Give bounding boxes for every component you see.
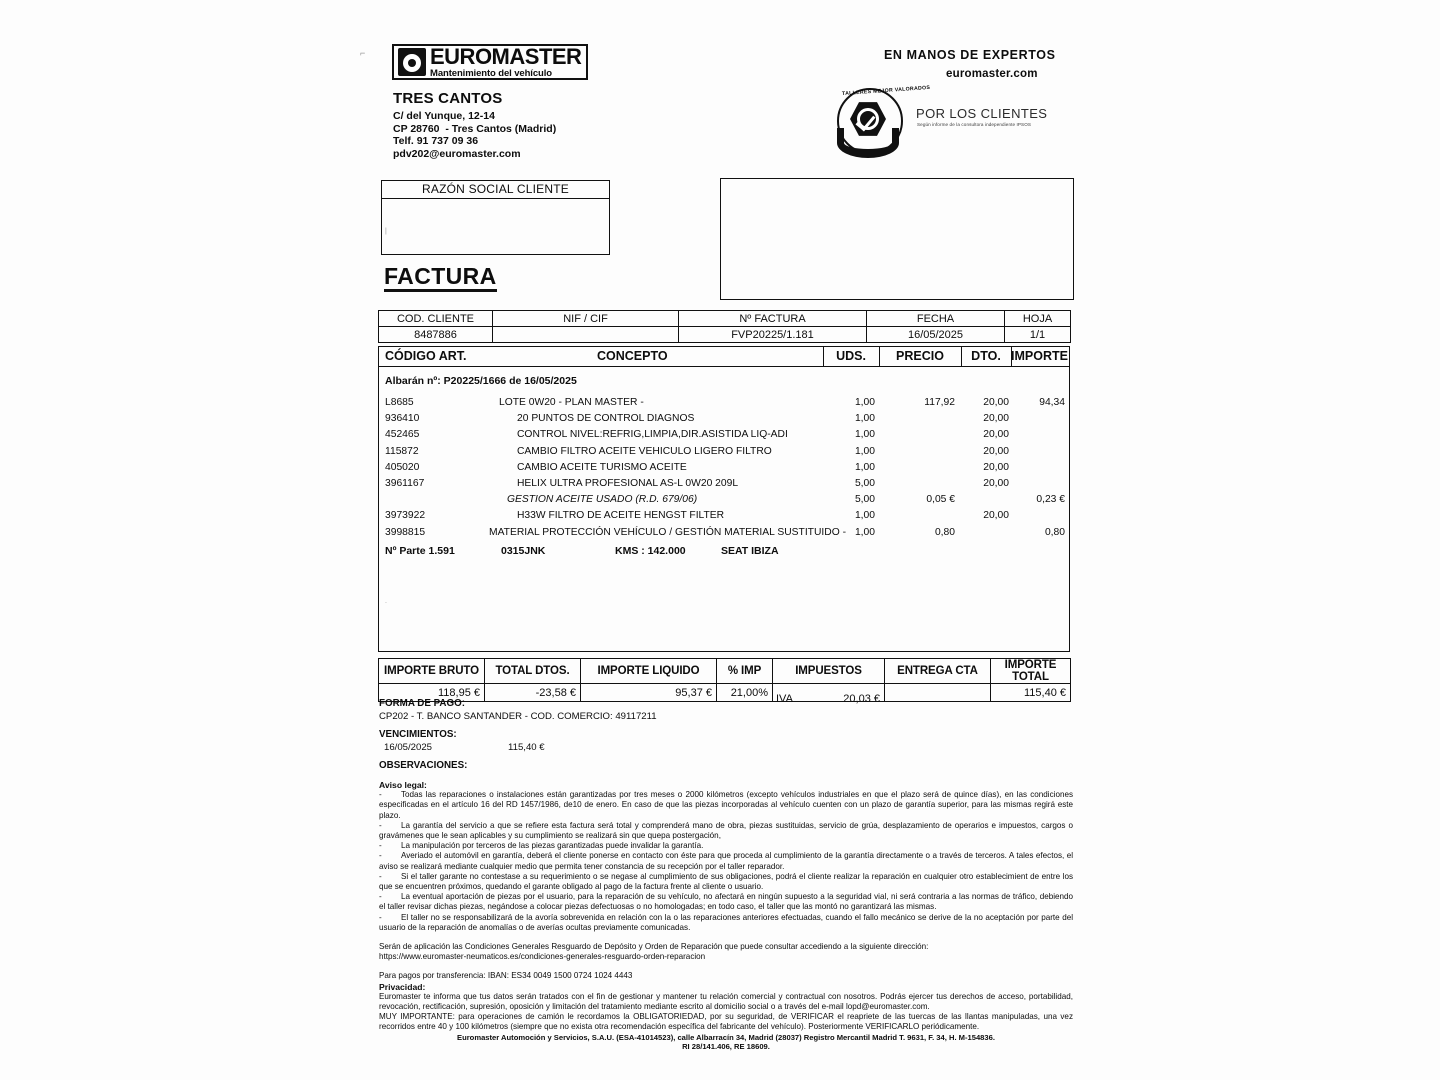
line-item-description: H33W FILTRO DE ACEITE HENGST FILTER bbox=[517, 510, 725, 522]
website: euromaster.com bbox=[946, 68, 1038, 80]
line-item-units: 1,00 bbox=[854, 429, 875, 441]
line-item-description: MATERIAL PROTECCIÓN VEHÍCULO / GESTIÓN MATERIAL SUSTITUIDO - bbox=[489, 526, 846, 538]
line-item-row bbox=[379, 395, 1069, 411]
col-header-precio: PRECIO bbox=[896, 349, 944, 363]
legal-title: Aviso legal: bbox=[379, 780, 427, 790]
line-item-discount: 20,00 bbox=[983, 510, 1009, 522]
vehicle-parte: Nº Parte 1.591 bbox=[385, 544, 455, 557]
legal-p3: - La manipulación por terceros de las piezas garantizadas puede invalidar la garantía. bbox=[379, 841, 1073, 851]
totals-header-entrega: ENTREGA CTA bbox=[885, 659, 991, 684]
address-street: C/ del Yunque, 12-14 bbox=[393, 110, 495, 122]
scan-artifact: ⌐ bbox=[360, 48, 366, 58]
address-phone: Telf. 91 737 09 36 bbox=[393, 135, 479, 148]
totals-header-pct-imp: % IMP bbox=[717, 659, 773, 684]
line-item-units: 1,00 bbox=[854, 397, 875, 408]
totals-header-total: IMPORTE TOTAL bbox=[991, 659, 1071, 684]
meta-value-fecha: 16/05/2025 bbox=[867, 327, 1005, 343]
line-item-price: 117,92 bbox=[924, 397, 955, 408]
line-item-description: 20 PUNTOS DE CONTROL DIAGNOS bbox=[517, 413, 695, 425]
seal-arc-text: TALLERES MEJOR VALORADOS bbox=[841, 84, 931, 98]
line-item-discount: 20,00 bbox=[983, 445, 1009, 457]
logo-name: EUROMASTER bbox=[430, 43, 582, 69]
forma-pago-label: FORMA DE PAGO: bbox=[379, 698, 465, 709]
line-item-discount: 20,00 bbox=[983, 429, 1009, 441]
line-item-row bbox=[379, 444, 1069, 460]
line-item-units: 1,00 bbox=[854, 413, 875, 425]
meta-value-cod-cliente: 8487886 bbox=[379, 327, 493, 343]
totals-header-liquido: IMPORTE LIQUIDO bbox=[581, 659, 717, 684]
line-item-units: 1,00 bbox=[854, 510, 875, 522]
impuestos-amount: 20,03 € bbox=[843, 692, 880, 705]
important-text: MUY IMPORTANTE: para operaciones de camión le recordamos la OBLIGATORIEDAD, por su seguridad, de VERIFICAR el reapriete de las tuercas de las llantas manipuladas, una vez recorridos entre 40 y 100 kilómetros (siempre que no exista otra recomendación específica del fabricante del vehículo). Posteriormente VERIFICARLO periódicamente. bbox=[379, 1012, 1073, 1032]
legal-p7: - El taller no se responsabilizará de la avoría sobrevenida en relación con la o las reparaciones anteriores efectuadas, cuando el fallo mecánico se derive de la no aceptación por parte del usuario de la reparación de anomalías o de averías ocultas previamente comunicadas. bbox=[379, 913, 1073, 933]
forma-pago-value: CP202 - T. BANCO SANTANDER - COD. COMERCIO: 49117211 bbox=[379, 711, 657, 722]
meta-value-nif-cif bbox=[493, 327, 679, 343]
scan-artifact-2: | bbox=[385, 228, 387, 235]
vencimiento-amount: 115,40 € bbox=[508, 742, 545, 753]
legal-p5: - Si el taller garante no contestase a su requerimiento o se negase al cumplimiento de sus obligaciones, podrá el cliente realizar la reparación en cualquier otro establecimient de entre los que se encuentren próximos, quedando el garante obligado al pago de la factura frente al cliente o usuario. bbox=[379, 872, 1073, 892]
totals-value-bruto: 118,95 € bbox=[379, 684, 485, 702]
legal-p2: - La garantía del servicio a que se refiere esta factura será total y comprenderá mano de obra, piezas sustituidas, servicio de grúa, desplazamiento de operarios e impuestos, cargos o gravámenes que le sean aplicables y su cumplimiento se realizará sin que quepa postergación, bbox=[379, 821, 1073, 841]
totals-value-pct-imp: 21,00% bbox=[717, 684, 773, 702]
impuestos-label: IVA bbox=[776, 692, 793, 705]
laurel-icon bbox=[837, 128, 899, 158]
meta-value-row bbox=[379, 327, 1071, 343]
line-item-price: 0,80 bbox=[934, 526, 955, 538]
line-item-code: 3961167 bbox=[385, 478, 425, 489]
seal-main-text: POR LOS CLIENTES bbox=[916, 106, 1048, 121]
legal-conditions-url[interactable]: https://www.euromaster-neumaticos.es/condiciones-generales-resguardo-orden-reparacion bbox=[379, 952, 706, 962]
line-item-code: 936410 bbox=[385, 413, 420, 425]
line-item-discount: 20,00 bbox=[983, 461, 1009, 473]
line-item-code: 452465 bbox=[385, 429, 420, 441]
line-item-amount: 0,80 bbox=[1044, 526, 1065, 538]
line-item-units: 1,00 bbox=[854, 526, 875, 538]
line-item-row bbox=[379, 427, 1069, 443]
line-item-units: 1,00 bbox=[854, 461, 875, 473]
legal-conditions: Serán de aplicación las Condiciones Generales Resguardo de Depósito y Orden de Reparación que puede consultar accediendo a la siguiente dirección: bbox=[379, 942, 929, 952]
totals-value-row bbox=[379, 684, 1071, 702]
col-header-uds: UDS. bbox=[836, 349, 866, 363]
totals-value-liquido: 95,37 € bbox=[581, 684, 717, 702]
branch-name: TRES CANTOS bbox=[393, 90, 503, 107]
line-item-discount: 20,00 bbox=[983, 413, 1009, 425]
meta-value-hoja: 1/1 bbox=[1005, 327, 1071, 343]
col-header-concepto: CONCEPTO bbox=[597, 349, 668, 363]
award-seal-icon bbox=[828, 84, 931, 162]
col-header-importe: IMPORTE bbox=[1011, 349, 1068, 363]
line-item-row bbox=[379, 460, 1069, 476]
line-item-discount: 20,00 bbox=[983, 478, 1009, 489]
line-item-code: L8685 bbox=[385, 397, 414, 408]
meta-header-row bbox=[379, 311, 1071, 327]
legal-iban: Para pagos por transferencia: IBAN: ES34 0049 1500 0724 1024 4443 bbox=[379, 971, 633, 981]
legal-notice bbox=[379, 780, 1073, 1051]
line-item-row bbox=[379, 492, 1069, 508]
line-item-code: 405020 bbox=[385, 461, 420, 473]
meta-header-num-factura: Nº FACTURA bbox=[679, 311, 867, 327]
line-items-body bbox=[379, 367, 1069, 652]
address-email: pdv202@euromaster.com bbox=[393, 147, 521, 160]
observaciones-label: OBSERVACIONES: bbox=[379, 760, 468, 771]
meta-header-fecha: FECHA bbox=[867, 311, 1005, 327]
euromaster-logo bbox=[392, 44, 588, 80]
company-line2: RI 28/141.406, RE 18609. bbox=[682, 1042, 770, 1052]
logo-tagline: Mantenimiento del vehículo bbox=[430, 67, 552, 79]
totals-value-total: 115,40 € bbox=[991, 684, 1071, 702]
client-address-box bbox=[720, 178, 1074, 300]
privacy-text: Euromaster te informa que tus datos serán tratados con el fin de gestionar y mantener tu relación comercial y contractual con nosotros. Podrás ejercer tus derechos de acceso, portabilidad, revocación, rectificación, supresión, oposición y limitación del tratamiento mediante escrito al domicilio social o a través del e-mail lopd@euromaster.com. bbox=[379, 991, 1073, 1012]
company-line: Euromaster Automoción y Servicios, S.A.U. (ESA-41014523), calle Albarracín 34, Madrid (28037) Registro Mercantil Madrid T. 9631, F. 34, H. M-154836. bbox=[457, 1032, 995, 1042]
euromaster-mark-icon bbox=[398, 48, 426, 76]
scan-artifact-3: . bbox=[385, 598, 387, 605]
razon-social-value bbox=[382, 199, 609, 255]
totals-header-row bbox=[379, 659, 1071, 684]
line-item-price: 0,05 € bbox=[926, 494, 955, 506]
totals-header-impuestos: IMPUESTOS bbox=[773, 659, 885, 684]
seal-sub-text: Según informe de la consultora independiente IPSOS bbox=[917, 122, 1032, 127]
slogan: EN MANOS DE EXPERTOS bbox=[884, 48, 1056, 62]
line-item-code: 3973922 bbox=[385, 510, 426, 522]
line-item-row bbox=[379, 476, 1069, 492]
line-item-units: 5,00 bbox=[854, 478, 875, 489]
vencimiento-date: 16/05/2025 bbox=[384, 742, 433, 753]
page-title: FACTURA bbox=[384, 264, 497, 292]
line-item-row bbox=[379, 411, 1069, 427]
line-item-code: 3998815 bbox=[385, 526, 426, 538]
line-item-description: GESTION ACEITE USADO (R.D. 679/06) bbox=[507, 494, 698, 506]
meta-header-hoja: HOJA bbox=[1005, 311, 1071, 327]
line-item-row bbox=[379, 508, 1069, 524]
line-item-discount: 20,00 bbox=[983, 397, 1009, 408]
line-item-amount: 94,34 bbox=[1039, 397, 1065, 408]
line-item-description: HELIX ULTRA PROFESIONAL AS-L 0W20 209L bbox=[517, 478, 739, 489]
address-city: CP 28760 - Tres Cantos (Madrid) bbox=[393, 122, 557, 135]
meta-value-num-factura: FVP20225/1.181 bbox=[679, 327, 867, 343]
line-item-row bbox=[379, 525, 1069, 541]
line-item-description: CONTROL NIVEL:REFRIG,LIMPIA,DIR.ASISTIDA LIQ-ADI bbox=[517, 429, 788, 441]
meta-header-nif-cif: NIF / CIF bbox=[493, 311, 679, 327]
razon-social-label: RAZÓN SOCIAL CLIENTE bbox=[382, 181, 609, 199]
meta-header-cod-cliente: COD. CLIENTE bbox=[379, 311, 493, 327]
legal-p4: - Averiado el automóvil en garantía, deberá el cliente ponerse en contacto con éste para que proceda al cumplimiento de la garantía directamente o a través de terceros. A tales efectos, el aviso se realizará mediante cualquier medio que permita tener constancia de su recepción por el taller reparador. bbox=[379, 851, 1073, 871]
totals-header-bruto: IMPORTE BRUTO bbox=[379, 659, 485, 684]
line-items-table bbox=[378, 346, 1070, 652]
totals-value-dtos: -23,58 € bbox=[485, 684, 581, 702]
totals-value-entrega bbox=[885, 684, 991, 702]
vencimientos-label: VENCIMIENTOS: bbox=[379, 729, 457, 740]
vehicle-model: SEAT IBIZA bbox=[721, 544, 779, 557]
branch-address bbox=[393, 110, 556, 160]
vehicle-kms: KMS : 142.000 bbox=[615, 544, 686, 557]
vehicle-plate: 0315JNK bbox=[501, 544, 546, 557]
legal-p6: - La eventual aportación de piezas por el usuario, para la reparación de su vehículo, no afectará en ningún supuesto a la seguridad vial, ni será contraria a las normas de tráfico, debiendo el taller revisar dichas piezas, negándose a colocar piezas defectuosas o no homologadas; en todo caso, el taller que las montó no garantizará las mismas. bbox=[379, 892, 1073, 912]
line-item-description: CAMBIO ACEITE TURISMO ACEITE bbox=[517, 461, 687, 473]
line-item-amount: 0,23 € bbox=[1036, 494, 1065, 506]
privacy-title: Privacidad: bbox=[379, 981, 426, 992]
legal-p1: - Todas las reparaciones o instalaciones están garantizadas por tres meses o 2000 kilómetros (excepto vehículos industriales en que el plazo será de quince días), en las condiciones especificadas en el artículo 16 del RD 1457/1986, de10 de enero. En caso de que las piezas incorporadas al vehículo cuenten con un plazo de garantía superior, para las mismas regirá este plazo. bbox=[379, 790, 1073, 821]
line-item-description: LOTE 0W20 - PLAN MASTER - bbox=[499, 397, 644, 408]
razon-social-box bbox=[381, 180, 610, 255]
col-header-codigo: CÓDIGO ART. bbox=[385, 349, 467, 363]
totals-header-dtos: TOTAL DTOS. bbox=[485, 659, 581, 684]
line-item-units: 1,00 bbox=[854, 445, 875, 457]
line-item-description: CAMBIO FILTRO ACEITE VEHICULO LIGERO FILTRO bbox=[517, 445, 772, 457]
col-header-dto: DTO. bbox=[971, 349, 1001, 363]
invoice-meta-table bbox=[378, 310, 1071, 343]
line-item-code: 115872 bbox=[385, 445, 419, 457]
line-items-header bbox=[379, 347, 1069, 367]
albaran-reference: Albarán nº: P20225/1666 de 16/05/2025 bbox=[385, 375, 577, 387]
totals-value-impuestos bbox=[773, 684, 885, 705]
line-item-units: 5,00 bbox=[854, 494, 875, 506]
